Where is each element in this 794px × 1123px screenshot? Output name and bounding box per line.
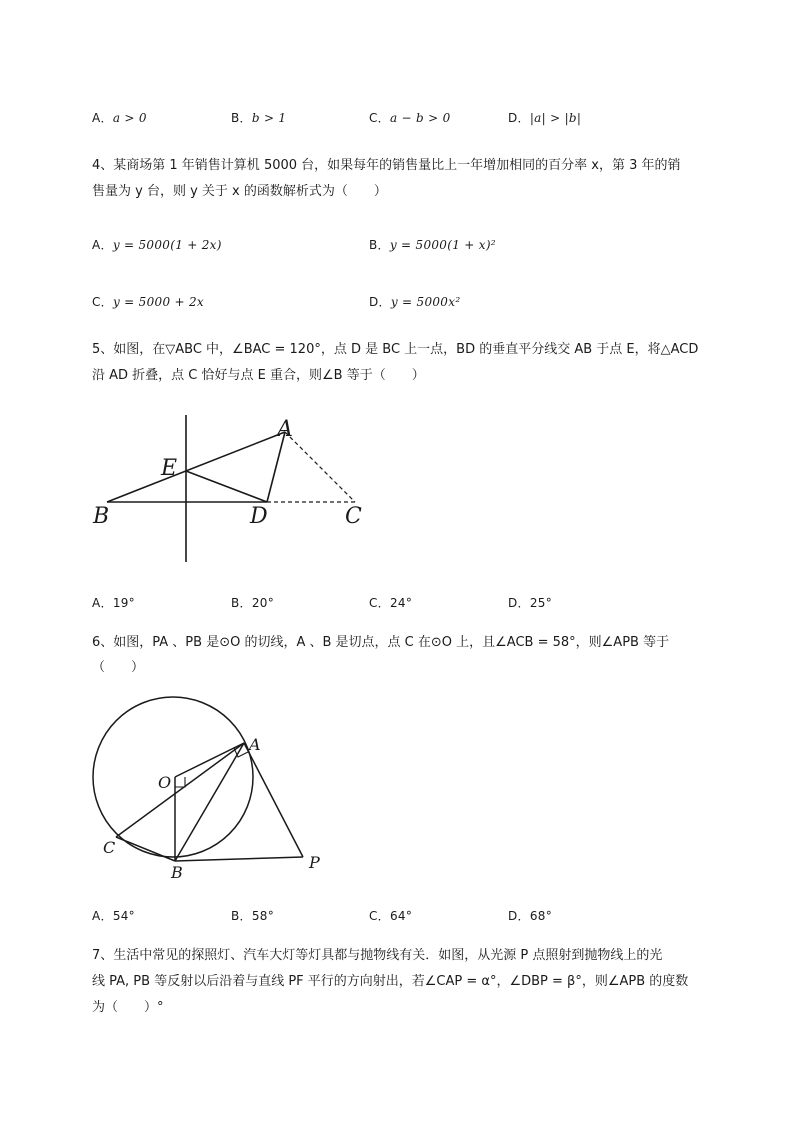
q3-option-a[interactable]: A．a > 0 xyxy=(92,111,147,125)
chord-CA xyxy=(116,743,244,837)
q5-stem-line-1: 5、如图，在▽ABC 中，∠BAC = 120°，点 D 是 BC 上一点，BD 的垂直平分线交 AB 于点 E，将△ACD xyxy=(92,342,699,357)
q4-option-d[interactable]: D．y = 5000x² xyxy=(369,295,461,309)
segment-DA xyxy=(267,432,285,502)
label-B: B xyxy=(171,863,183,882)
q6-stem-line-1: 6、如图，PA 、PB 是⊙O 的切线，A 、B 是切点，点 C 在⊙O 上，且∠ACB = 58°，则∠APB 等于 xyxy=(92,635,670,650)
q6-figure xyxy=(85,690,335,885)
q6-option-d[interactable]: D．68° xyxy=(508,909,553,923)
q6-option-b[interactable]: B．58° xyxy=(231,909,275,923)
q4-option-a[interactable]: A．y = 5000(1 + 2x) xyxy=(92,238,222,252)
label-D: D xyxy=(250,504,268,529)
q5-option-d[interactable]: D．25° xyxy=(508,596,553,610)
label-A: A xyxy=(277,417,293,442)
q4-stem-line-2: 售量为 y 台，则 y 关于 x 的函数解析式为（ ） xyxy=(92,184,387,199)
segment-BA xyxy=(107,432,285,502)
label-A: A xyxy=(249,735,261,754)
tangent-PA xyxy=(244,743,303,857)
q3-option-c[interactable]: C．a − b > 0 xyxy=(369,111,451,125)
q5-option-c[interactable]: C．24° xyxy=(369,596,413,610)
q6-option-a[interactable]: A．54° xyxy=(92,909,135,923)
segment-ED xyxy=(186,471,267,502)
q6-stem-line-2: （ ） xyxy=(92,660,145,675)
q3-option-d[interactable]: D．|a| > |b| xyxy=(508,111,582,125)
label-O: O xyxy=(158,773,172,792)
q5-option-b[interactable]: B．20° xyxy=(231,596,275,610)
tangent-PB xyxy=(175,857,303,861)
q5-option-a[interactable]: A．19° xyxy=(92,596,135,610)
label-B: B xyxy=(93,504,110,529)
label-P: P xyxy=(309,853,320,872)
label-C: C xyxy=(345,504,362,529)
q7-stem-line-3: 为（ ）° xyxy=(92,1000,164,1015)
q5-figure xyxy=(85,405,385,570)
label-C: C xyxy=(103,838,116,857)
segment-AC-dashed xyxy=(285,432,355,502)
q6-option-c[interactable]: C．64° xyxy=(369,909,413,923)
q4-option-c[interactable]: C．y = 5000 + 2x xyxy=(92,295,204,309)
right-angle-mark-O xyxy=(175,777,185,787)
q5-stem-line-2: 沿 AD 折叠，点 C 恰好与点 E 重合，则∠B 等于（ ） xyxy=(92,368,425,383)
circle-O xyxy=(93,697,253,857)
chord-CB xyxy=(116,837,175,861)
q4-stem-line-1: 4、某商场第 1 年销售计算机 5000 台，如果每年的销售量比上一年增加相同的百分率 x，第 3 年的销 xyxy=(92,158,681,173)
q7-stem-line-1: 7、生活中常见的探照灯、汽车大灯等灯具都与抛物线有关．如图，从光源 P 点照射到抛物线上的光 xyxy=(92,948,663,963)
q4-option-b[interactable]: B．y = 5000(1 + x)² xyxy=(369,238,496,252)
q7-stem-line-2: 线 PA, PB 等反射以后沿着与直线 PF 平行的方向射出，若∠CAP = α°，∠DBP = β°，则∠APB 的度数 xyxy=(92,974,689,989)
q3-option-b[interactable]: B．b > 1 xyxy=(231,111,287,125)
label-E: E xyxy=(161,456,178,481)
